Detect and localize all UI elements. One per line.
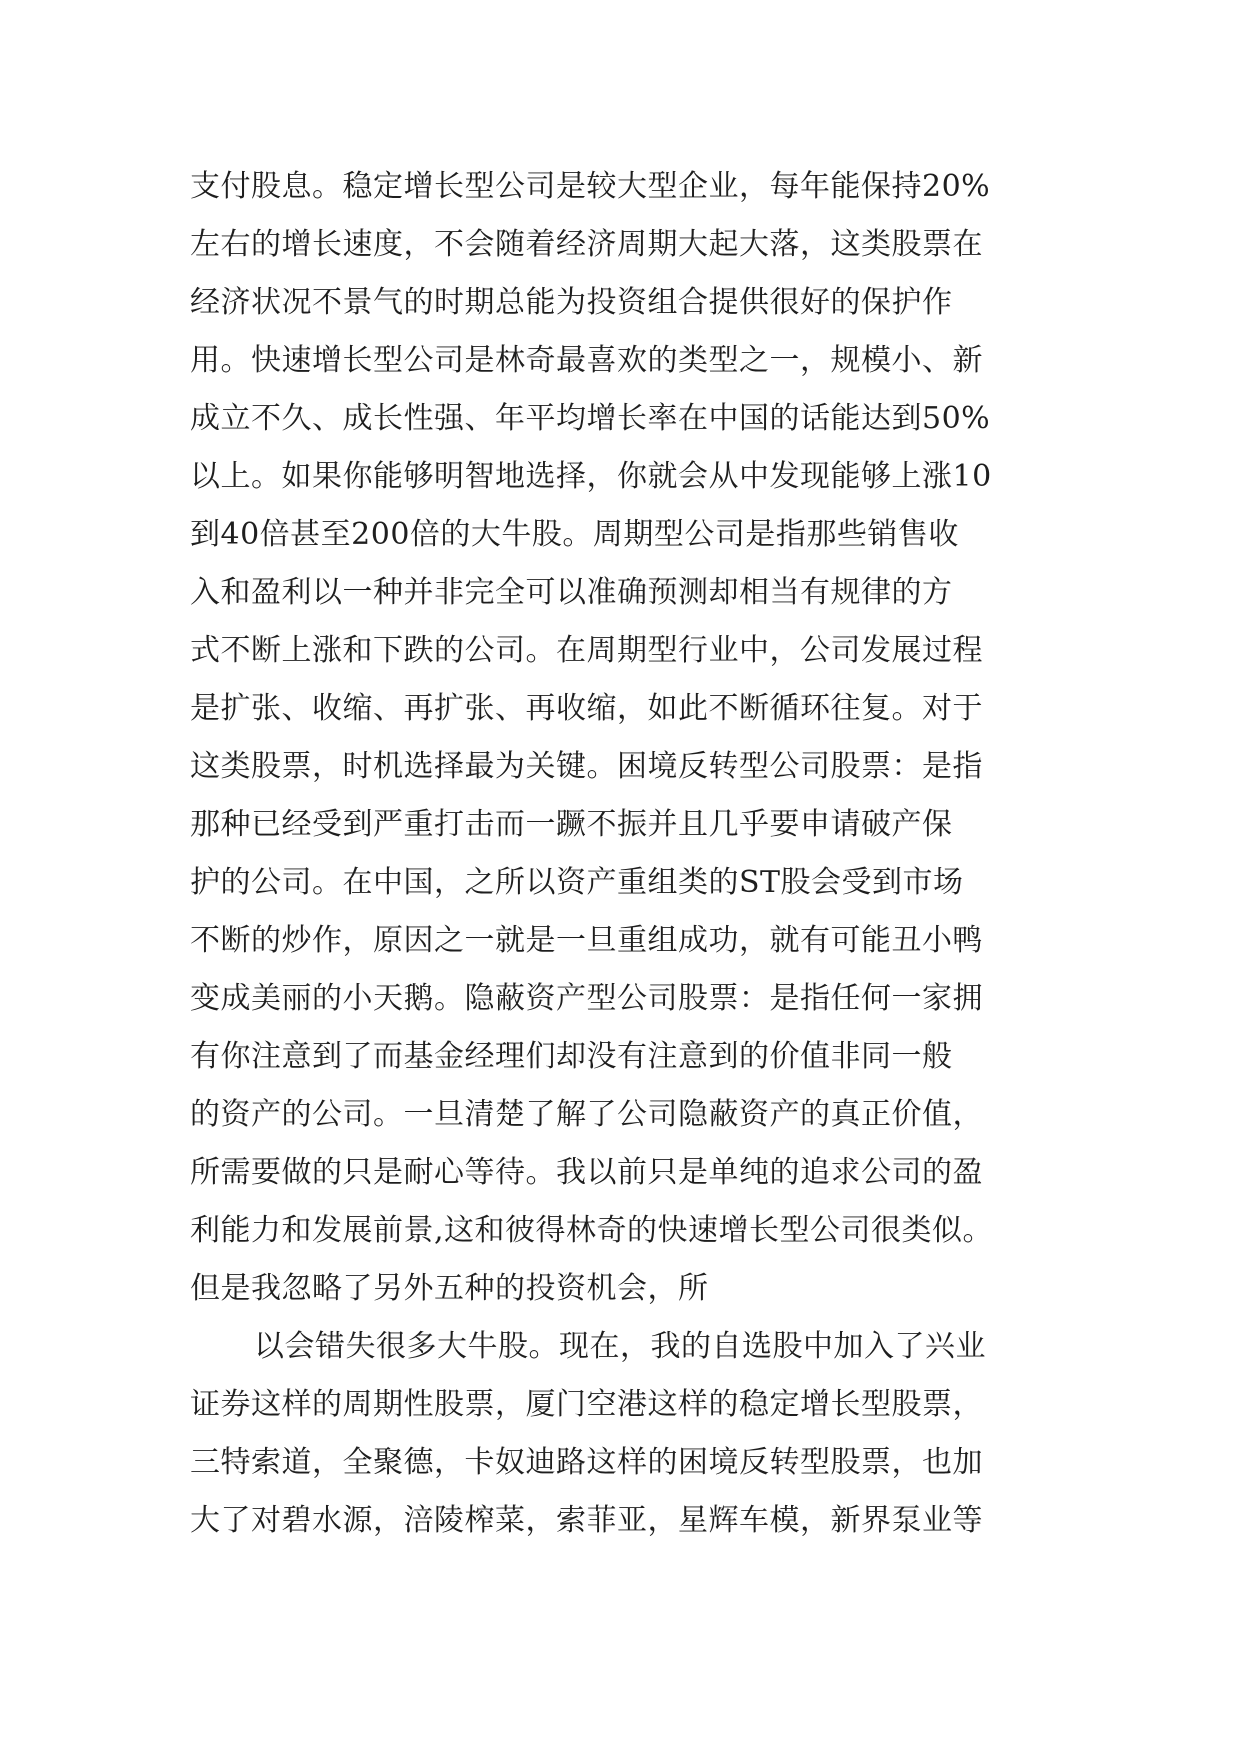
text-line: 以上。如果你能够明智地选择，你就会从中发现能够上涨10 bbox=[190, 459, 992, 494]
text-line: 护的公司。在中国，之所以资产重组类的ST股会受到市场 bbox=[190, 865, 964, 900]
text-line: 的资产的公司。一旦清楚了解了公司隐蔽资产的真正价值， bbox=[190, 1097, 983, 1132]
text-line: 变成美丽的小天鹅。隐蔽资产型公司股票：是指任何一家拥 bbox=[190, 981, 983, 1016]
text-line: 不断的炒作，原因之一就是一旦重组成功，就有可能丑小鸭 bbox=[190, 923, 983, 958]
text-line: 到40倍甚至200倍的大牛股。周期型公司是指那些销售收 bbox=[190, 517, 959, 552]
text-line: 所需要做的只是耐心等待。我以前只是单纯的追求公司的盈 bbox=[190, 1155, 983, 1190]
text-line: 入和盈利以一种并非完全可以准确预测却相当有规律的方 bbox=[190, 575, 953, 610]
text-line: 左右的增长速度，不会随着经济周期大起大落，这类股票在 bbox=[190, 227, 983, 262]
paragraph-start-line: 以会错失很多大牛股。现在，我的自选股中加入了兴业 bbox=[254, 1329, 986, 1364]
body-text bbox=[190, 158, 1090, 1550]
text-line: 式不断上涨和下跌的公司。在周期型行业中，公司发展过程 bbox=[190, 633, 983, 668]
text-line: 有你注意到了而基金经理们却没有注意到的价值非同一般 bbox=[190, 1039, 953, 1074]
text-line: 这类股票，时机选择最为关键。困境反转型公司股票：是指 bbox=[190, 749, 983, 784]
text-line: 用。快速增长型公司是林奇最喜欢的类型之一，规模小、新 bbox=[190, 343, 983, 378]
text-line: 证券这样的周期性股票，厦门空港这样的稳定增长型股票， bbox=[190, 1387, 983, 1422]
text-line: 经济状况不景气的时期总能为投资组合提供很好的保护作 bbox=[190, 285, 953, 320]
text-line: 利能力和发展前景,这和彼得林奇的快速增长型公司很类似。 bbox=[190, 1213, 994, 1248]
text-line: 支付股息。稳定增长型公司是较大型企业，每年能保持20% bbox=[190, 169, 991, 204]
text-line: 大了对碧水源，涪陵榨菜，索菲亚，星辉车模，新界泵业等 bbox=[190, 1503, 983, 1538]
text-line: 但是我忽略了另外五种的投资机会，所 bbox=[190, 1271, 709, 1306]
text-line: 三特索道，全聚德，卡奴迪路这样的困境反转型股票，也加 bbox=[190, 1445, 983, 1480]
text-line: 成立不久、成长性强、年平均增长率在中国的话能达到50% bbox=[190, 401, 991, 436]
text-line: 那种已经受到严重打击而一蹶不振并且几乎要申请破产保 bbox=[190, 807, 953, 842]
text-line: 是扩张、收缩、再扩张、再收缩，如此不断循环往复。对于 bbox=[190, 691, 983, 726]
